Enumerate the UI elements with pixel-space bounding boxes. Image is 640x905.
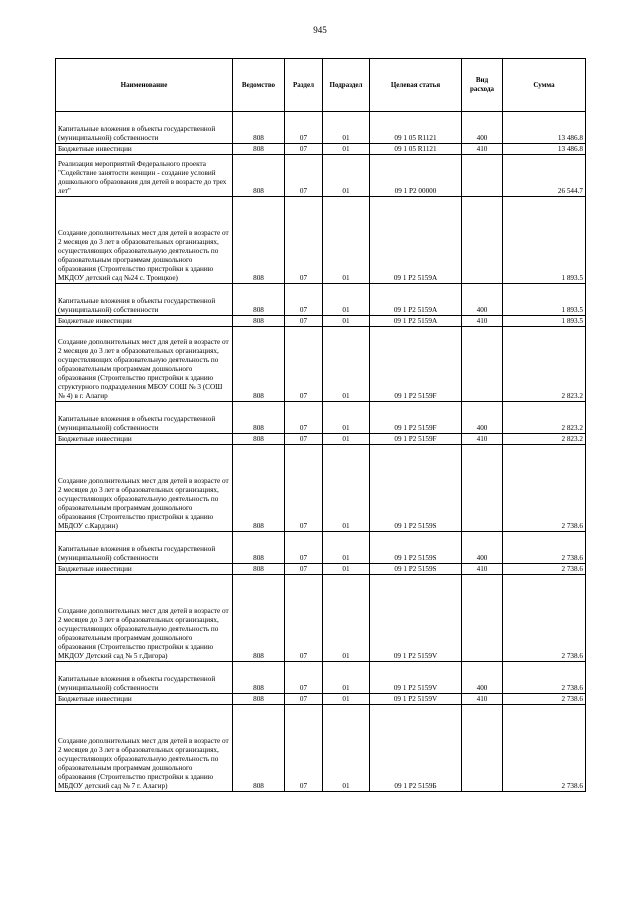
- row-razdel: 07: [285, 694, 323, 705]
- table-row: [56, 155, 586, 197]
- row-vedomstvo: 808: [233, 445, 285, 532]
- row-name: Капитальные вложения в объекты государственной (муниципальной) собственности: [56, 402, 233, 434]
- table-row: [56, 564, 586, 575]
- row-statya: 09 1 P2 5159V: [370, 694, 462, 705]
- row-summa: 2 738.6: [503, 445, 586, 532]
- row-vedomstvo: 808: [233, 144, 285, 155]
- row-vid: 410: [462, 144, 503, 155]
- row-summa: 2 738.6: [503, 564, 586, 575]
- row-vedomstvo: 808: [233, 284, 285, 316]
- row-podrazdel: 01: [323, 144, 370, 155]
- row-razdel: 07: [285, 197, 323, 284]
- row-name: Бюджетные инвестиции: [56, 434, 233, 445]
- row-podrazdel: 01: [323, 434, 370, 445]
- row-name: Создание дополнительных мест для детей в возрасте от 2 месяцев до 3 лет в образовательных организациях, осуществляющих образовательную деятельность по образовательным программам дошкольного образования (Строительство пристройки к зданию МБДОУ детский сад № 7 г. Алагир): [56, 705, 233, 792]
- row-name: Создание дополнительных мест для детей в возрасте от 2 месяцев до 3 лет в образовательных организациях, осуществляющих образовательную деятельность по образовательным программам дошкольного образования (Строительство пристройки к зданию МКДОУ детский сад №24 с. Троицкое): [56, 197, 233, 284]
- row-razdel: 07: [285, 155, 323, 197]
- row-podrazdel: 01: [323, 155, 370, 197]
- row-summa: 2 738.6: [503, 694, 586, 705]
- row-statya: 09 1 P2 5159F: [370, 402, 462, 434]
- table-row: [56, 402, 586, 434]
- row-statya: 09 1 05 R1121: [370, 144, 462, 155]
- row-name: Капитальные вложения в объекты государственной (муниципальной) собственности: [56, 532, 233, 564]
- row-statya: 09 1 P2 5159A: [370, 316, 462, 327]
- row-name: Капитальные вложения в объекты государственной (муниципальной) собственности: [56, 662, 233, 694]
- header-podrazdel: Подраздел: [323, 59, 370, 112]
- table-header-row: [56, 59, 586, 112]
- row-vedomstvo: 808: [233, 402, 285, 434]
- row-statya: 09 1 P2 5159S: [370, 445, 462, 532]
- table-row: [56, 144, 586, 155]
- row-summa: 1 893.5: [503, 284, 586, 316]
- row-podrazdel: 01: [323, 402, 370, 434]
- row-vid: 410: [462, 694, 503, 705]
- row-statya: 09 1 P2 5159F: [370, 434, 462, 445]
- row-podrazdel: 01: [323, 532, 370, 564]
- row-podrazdel: 01: [323, 112, 370, 144]
- row-razdel: 07: [285, 564, 323, 575]
- row-razdel: 07: [285, 575, 323, 662]
- table-row: [56, 532, 586, 564]
- row-statya: 09 1 P2 5159Б: [370, 705, 462, 792]
- row-summa: 1 893.5: [503, 316, 586, 327]
- row-name: Реализация мероприятий Федерального проекта "Содействие занятости женщин - создание условий дошкольного образования для детей в возрасте до трех лет": [56, 155, 233, 197]
- row-razdel: 07: [285, 445, 323, 532]
- header-summa: Сумма: [503, 59, 586, 112]
- row-summa: 13 486.8: [503, 112, 586, 144]
- row-name: Капитальные вложения в объекты государственной (муниципальной) собственности: [56, 112, 233, 144]
- row-podrazdel: 01: [323, 445, 370, 532]
- header-vid: Вид расхода: [462, 59, 503, 112]
- table-row: [56, 434, 586, 445]
- table-row: [56, 316, 586, 327]
- row-vedomstvo: 808: [233, 197, 285, 284]
- header-razdel: Раздел: [285, 59, 323, 112]
- row-vid: 410: [462, 316, 503, 327]
- row-name: Создание дополнительных мест для детей в возрасте от 2 месяцев до 3 лет в образовательных организациях, осуществляющих образовательную деятельность по образовательным программам дошкольного образования (Строительство пристройки к зданию МБДОУ с.Кардзин): [56, 445, 233, 532]
- row-vid: 400: [462, 402, 503, 434]
- row-name: Бюджетные инвестиции: [56, 316, 233, 327]
- row-vid: [462, 197, 503, 284]
- table-row: [56, 112, 586, 144]
- row-vedomstvo: 808: [233, 705, 285, 792]
- table-row: [56, 284, 586, 316]
- row-summa: 2 738.6: [503, 705, 586, 792]
- table-row: [56, 197, 586, 284]
- row-statya: 09 1 P2 5159F: [370, 327, 462, 402]
- row-razdel: 07: [285, 144, 323, 155]
- row-summa: 2 738.6: [503, 662, 586, 694]
- row-podrazdel: 01: [323, 197, 370, 284]
- row-vedomstvo: 808: [233, 694, 285, 705]
- row-podrazdel: 01: [323, 316, 370, 327]
- row-summa: 2 738.6: [503, 575, 586, 662]
- row-vid: 400: [462, 284, 503, 316]
- row-razdel: 07: [285, 327, 323, 402]
- row-vid: 410: [462, 564, 503, 575]
- page-number: 945: [313, 25, 327, 35]
- row-vedomstvo: 808: [233, 575, 285, 662]
- row-name: Создание дополнительных мест для детей в возрасте от 2 месяцев до 3 лет в образовательных организациях, осуществляющих образовательную деятельность по образовательным программам дошкольного образования (Строительство пристройки к зданию МКДОУ Детский сад № 5 г.Дигора): [56, 575, 233, 662]
- row-statya: 09 1 P2 5159V: [370, 575, 462, 662]
- row-razdel: 07: [285, 316, 323, 327]
- row-vid: [462, 155, 503, 197]
- row-vedomstvo: 808: [233, 434, 285, 445]
- row-vid: 400: [462, 662, 503, 694]
- row-name: Бюджетные инвестиции: [56, 694, 233, 705]
- row-vedomstvo: 808: [233, 532, 285, 564]
- row-name: Капитальные вложения в объекты государственной (муниципальной) собственности: [56, 284, 233, 316]
- row-razdel: 07: [285, 662, 323, 694]
- row-statya: 09 1 P2 5159S: [370, 564, 462, 575]
- row-summa: 2 823.2: [503, 327, 586, 402]
- row-razdel: 07: [285, 112, 323, 144]
- row-podrazdel: 01: [323, 284, 370, 316]
- row-statya: 09 1 P2 5159A: [370, 284, 462, 316]
- row-podrazdel: 01: [323, 662, 370, 694]
- row-vedomstvo: 808: [233, 112, 285, 144]
- row-razdel: 07: [285, 532, 323, 564]
- row-statya: 09 1 P2 5159S: [370, 532, 462, 564]
- row-statya: 09 1 P2 5159A: [370, 197, 462, 284]
- row-name: Создание дополнительных мест для детей в возрасте от 2 месяцев до 3 лет в образовательных организациях, осуществляющих образовательную деятельность по образовательным программам дошкольного образования (Строительство пристройки к зданию структурного подразделения МБОУ СОШ № 3 (СОШ № 4) в г. Алагир: [56, 327, 233, 402]
- row-statya: 09 1 05 R1121: [370, 112, 462, 144]
- row-razdel: 07: [285, 402, 323, 434]
- row-podrazdel: 01: [323, 694, 370, 705]
- row-razdel: 07: [285, 434, 323, 445]
- row-vid: [462, 575, 503, 662]
- table-row: [56, 327, 586, 402]
- row-vid: [462, 445, 503, 532]
- row-razdel: 07: [285, 284, 323, 316]
- row-vedomstvo: 808: [233, 564, 285, 575]
- row-podrazdel: 01: [323, 327, 370, 402]
- row-summa: 2 823.2: [503, 402, 586, 434]
- row-vid: [462, 705, 503, 792]
- row-vid: 410: [462, 434, 503, 445]
- row-podrazdel: 01: [323, 705, 370, 792]
- row-summa: 2 738.6: [503, 532, 586, 564]
- row-razdel: 07: [285, 705, 323, 792]
- row-summa: 13 486.8: [503, 144, 586, 155]
- row-podrazdel: 01: [323, 575, 370, 662]
- row-vid: 400: [462, 532, 503, 564]
- table-row: [56, 445, 586, 532]
- table-row: [56, 694, 586, 705]
- row-vid: 400: [462, 112, 503, 144]
- budget-table: [55, 58, 586, 792]
- table-row: [56, 575, 586, 662]
- row-statya: 09 1 P2 00000: [370, 155, 462, 197]
- row-podrazdel: 01: [323, 564, 370, 575]
- header-vedomstvo: Ведомство: [233, 59, 285, 112]
- row-name: Бюджетные инвестиции: [56, 144, 233, 155]
- row-vedomstvo: 808: [233, 662, 285, 694]
- row-vid: [462, 327, 503, 402]
- table-row: [56, 662, 586, 694]
- row-summa: 1 893.5: [503, 197, 586, 284]
- row-vedomstvo: 808: [233, 155, 285, 197]
- row-summa: 26 544.7: [503, 155, 586, 197]
- row-vedomstvo: 808: [233, 316, 285, 327]
- row-name: Бюджетные инвестиции: [56, 564, 233, 575]
- header-statya: Целевая статья: [370, 59, 462, 112]
- table-row: [56, 705, 586, 792]
- row-summa: 2 823.2: [503, 434, 586, 445]
- row-statya: 09 1 P2 5159V: [370, 662, 462, 694]
- header-name: Наименование: [56, 59, 233, 112]
- row-vedomstvo: 808: [233, 327, 285, 402]
